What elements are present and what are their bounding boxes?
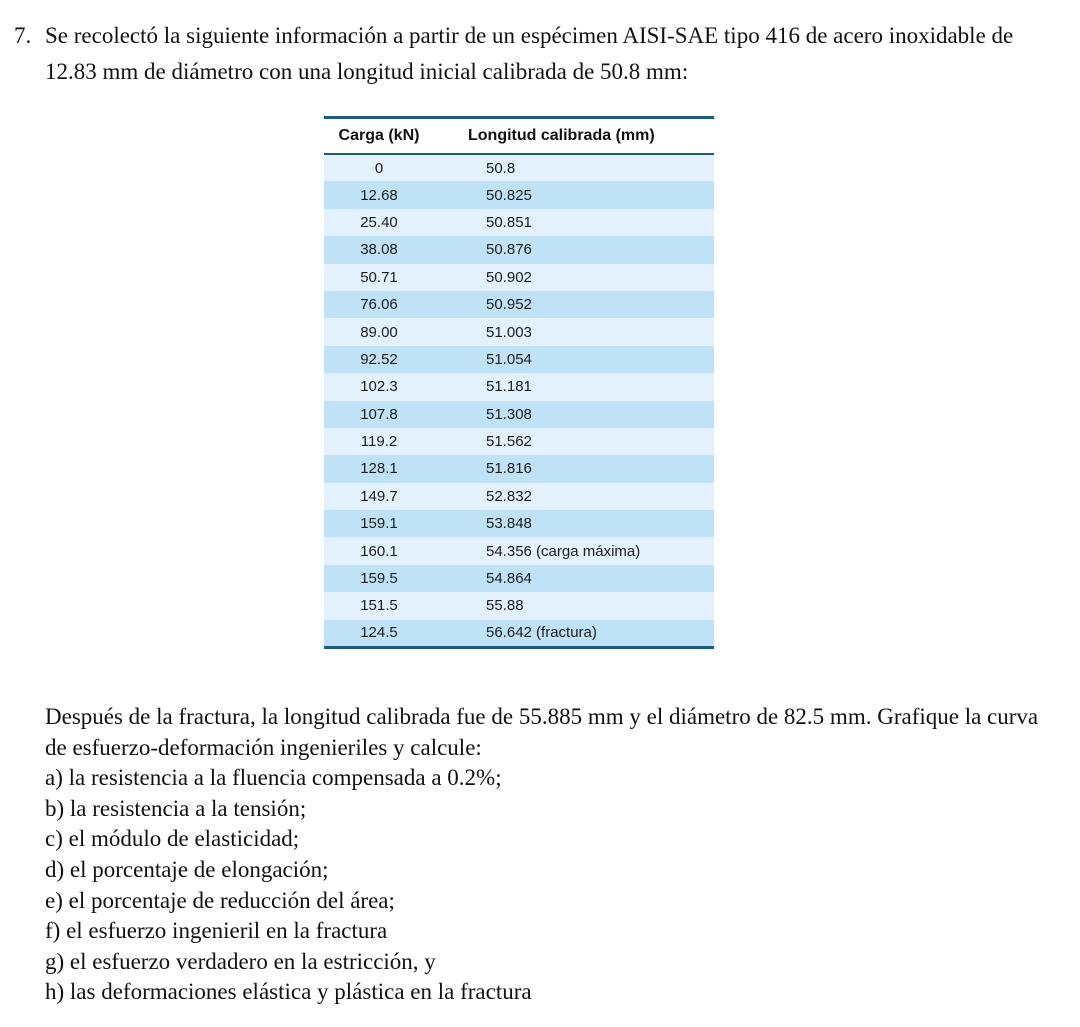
question-item: h) las deformaciones elástica y plástica en la fractura [45, 979, 532, 1005]
problem-statement [14, 18, 1054, 90]
load-length-table [324, 116, 714, 649]
table-row [324, 346, 714, 373]
length-cell: 53.848 [486, 515, 532, 533]
table-row [324, 483, 714, 510]
question-item: g) el esfuerzo verdadero en la estricción, y [45, 948, 436, 974]
length-cell: 50.876 [486, 241, 532, 259]
question-item: c) el módulo de elasticidad; [45, 826, 300, 852]
table-header-row [324, 118, 714, 155]
length-cell: 52.832 [486, 487, 532, 505]
question-item: b) la resistencia a la tensión; [45, 795, 307, 821]
length-cell: 55.88 [486, 597, 524, 615]
table-row [324, 291, 714, 318]
load-cell: 119.2 [360, 433, 398, 451]
table-row [324, 401, 714, 428]
table-row [324, 510, 714, 537]
load-cell: 102.3 [360, 378, 398, 396]
problem-number: 7. [14, 23, 32, 48]
load-cell: 159.5 [360, 570, 398, 588]
load-cell: 160.1 [360, 542, 398, 560]
length-cell: 51.816 [486, 460, 532, 478]
load-cell: 76.06 [360, 296, 398, 314]
table-row [324, 620, 714, 647]
table-row [324, 209, 714, 236]
table-row [324, 428, 714, 455]
length-cell: 54.864 [486, 570, 532, 588]
header-load: Carga (kN) [338, 127, 420, 144]
table-row [324, 373, 714, 400]
length-cell: 51.181 [486, 378, 532, 396]
table-row [324, 592, 714, 619]
load-cell: 107.8 [360, 405, 398, 423]
question-list [45, 763, 1045, 1008]
table-row [324, 455, 714, 482]
load-cell: 149.7 [360, 487, 398, 505]
length-cell: 54.356 (carga máxima) [486, 542, 641, 560]
problem-intro: Se recolectó la siguiente información a partir de un espécimen AISI-SAE tipo 416 de acero inoxidable de 12.83 mm de diámetro con una longitud inicial calibrada de 50.8 mm: [45, 23, 1014, 84]
load-cell: 159.1 [360, 515, 398, 533]
length-cell: 50.902 [486, 268, 532, 286]
load-cell: 89.00 [360, 323, 398, 341]
length-cell: 50.8 [486, 159, 516, 177]
question-item: e) el porcentaje de reducción del área; [45, 887, 395, 913]
after-fracture-text: Después de la fractura, la longitud calibrada fue de 55.885 mm y el diámetro de 82.5 mm. Grafique la curva de esfuerzo-deformación ingenieriles y calcule: [45, 704, 1039, 760]
load-cell: 128.1 [360, 460, 398, 478]
table-row [324, 181, 714, 208]
question-item: f) el esfuerzo ingenieril en la fractura [45, 918, 388, 944]
length-cell: 50.825 [486, 186, 532, 204]
load-cell: 92.52 [360, 350, 398, 368]
table-row [324, 236, 714, 263]
table-row [324, 565, 714, 592]
question-item: d) el porcentaje de elongación; [45, 856, 329, 882]
length-cell: 50.851 [486, 213, 532, 231]
table-row [324, 537, 714, 564]
load-cell: 50.71 [360, 268, 398, 286]
after-fracture-section [45, 702, 1045, 1008]
load-cell: 25.40 [360, 213, 398, 231]
length-cell: 51.308 [486, 405, 532, 423]
table-row [324, 318, 714, 345]
table-row [324, 154, 714, 181]
load-cell: 0 [374, 159, 384, 177]
length-cell: 51.562 [486, 433, 532, 451]
table-row [324, 264, 714, 291]
load-cell: 151.5 [360, 597, 398, 615]
load-cell: 38.08 [360, 241, 398, 259]
length-cell: 50.952 [486, 296, 532, 314]
length-cell: 51.003 [486, 323, 532, 341]
length-cell: 56.642 (fractura) [486, 624, 597, 642]
question-item: a) la resistencia a la fluencia compensada a 0.2%; [45, 765, 502, 791]
load-cell: 124.5 [360, 624, 398, 642]
load-cell: 12.68 [360, 186, 398, 204]
length-cell: 51.054 [486, 350, 532, 368]
header-gauge-length: Longitud calibrada (mm) [468, 127, 655, 144]
